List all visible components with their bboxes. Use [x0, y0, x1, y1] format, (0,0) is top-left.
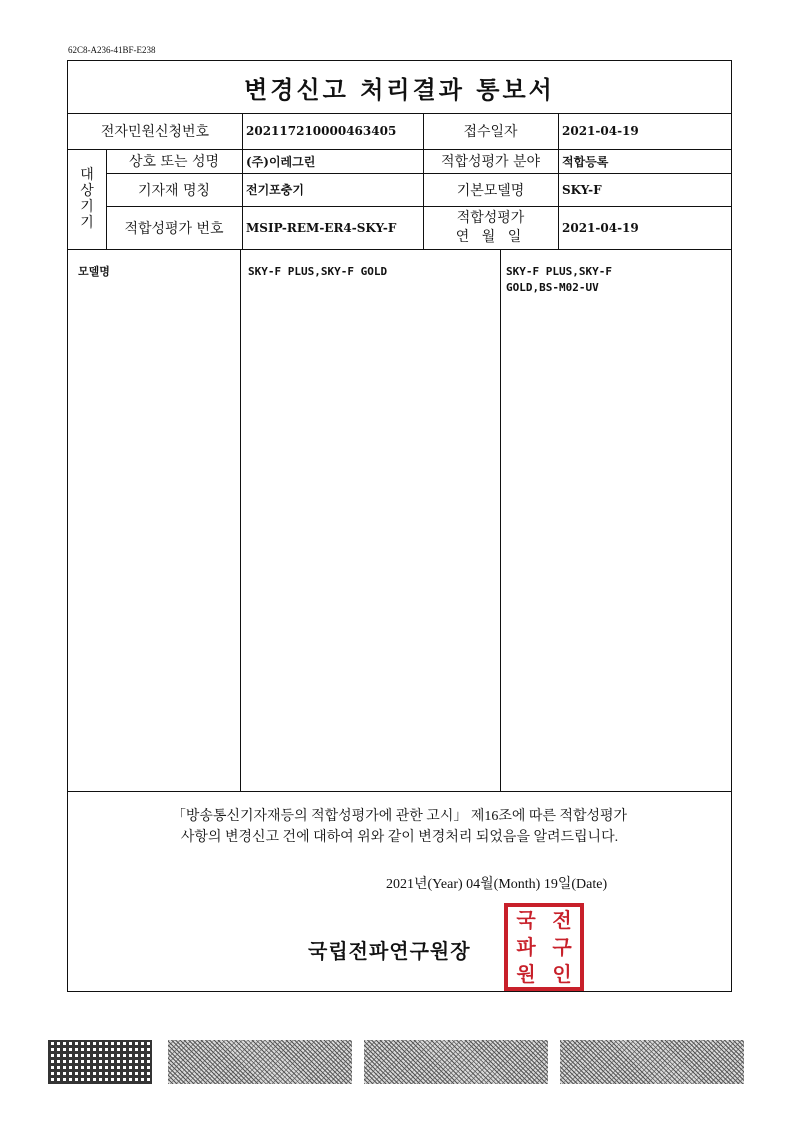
model-after-value [506, 264, 612, 296]
receipt-date-label: 접수일자 [463, 124, 518, 140]
issuer-name: 국립전파연구원장 [308, 939, 471, 963]
document-title: 변경신고 처리결과 통보서 [68, 61, 731, 114]
notice-line1: 「방송통신기자재등의 적합성평가에 관한 고시」 제16조에 따른 적합성평가 [171, 809, 628, 824]
assessment-field-label: 적합성평가 분야 [440, 154, 541, 170]
seal-char: 파 [516, 934, 536, 959]
col-divider [500, 249, 501, 791]
document-id: 62C8-A236-41BF-E238 [68, 45, 156, 55]
cert-date-label-line2: 연 월 일 [455, 228, 526, 245]
device-name-label: 기자재 명칭 [137, 182, 211, 199]
base-model-label: 기본모델명 [456, 182, 525, 199]
target-char: 대 [80, 167, 94, 183]
target-char: 기 [80, 215, 94, 231]
target-char: 상 [80, 183, 94, 199]
cert-date-value: 2021-04-19 [562, 220, 639, 235]
seal-char: 구 [552, 934, 572, 959]
row-divider [68, 249, 731, 250]
application-no-label: 전자민원신청번호 [100, 124, 210, 140]
official-seal [504, 903, 584, 991]
seal-char: 국 [516, 908, 536, 933]
model-name-label: 모델명 [78, 265, 110, 278]
cert-number-value: MSIP-REM-ER4-SKY-F [246, 220, 397, 235]
row-divider [68, 791, 731, 792]
col-divider [240, 249, 241, 791]
model-before-value: SKY-F PLUS,SKY-F GOLD [248, 265, 388, 278]
qr-code [48, 1040, 152, 1084]
certificate-frame [67, 60, 732, 992]
cert-date-label-line1: 적합성평가 [456, 209, 525, 226]
2d-barcode [168, 1040, 352, 1084]
seal-char: 인 [552, 961, 572, 986]
cert-date-label [423, 206, 558, 249]
issue-date: 2021년(Year) 04월(Month) 19일(Date) [386, 877, 608, 892]
model-after-line2: GOLD,BS-M02-UV [506, 281, 599, 294]
assessment-field-value: 적합등록 [562, 154, 609, 169]
2d-barcode [364, 1040, 548, 1084]
target-device-label [68, 149, 106, 249]
application-no-value: 202117210000463405 [246, 124, 397, 138]
company-name-value: (주)이레그린 [246, 154, 316, 169]
cert-number-label: 적합성평가 번호 [124, 220, 224, 237]
notice-text [68, 806, 731, 848]
2d-barcode [560, 1040, 744, 1084]
seal-char: 전 [552, 908, 572, 933]
target-char: 기 [80, 199, 94, 215]
base-model-value: SKY-F [562, 182, 602, 197]
model-after-line1: SKY-F PLUS,SKY-F [506, 265, 612, 278]
device-name-value: 전기포충기 [246, 183, 304, 197]
seal-char: 원 [516, 961, 536, 986]
receipt-date-value: 2021-04-19 [562, 124, 639, 138]
notice-line2: 사항의 변경신고 건에 대하여 위와 같이 변경처리 되었음을 알려드립니다. [180, 830, 619, 845]
company-name-label: 상호 또는 성명 [128, 154, 220, 170]
